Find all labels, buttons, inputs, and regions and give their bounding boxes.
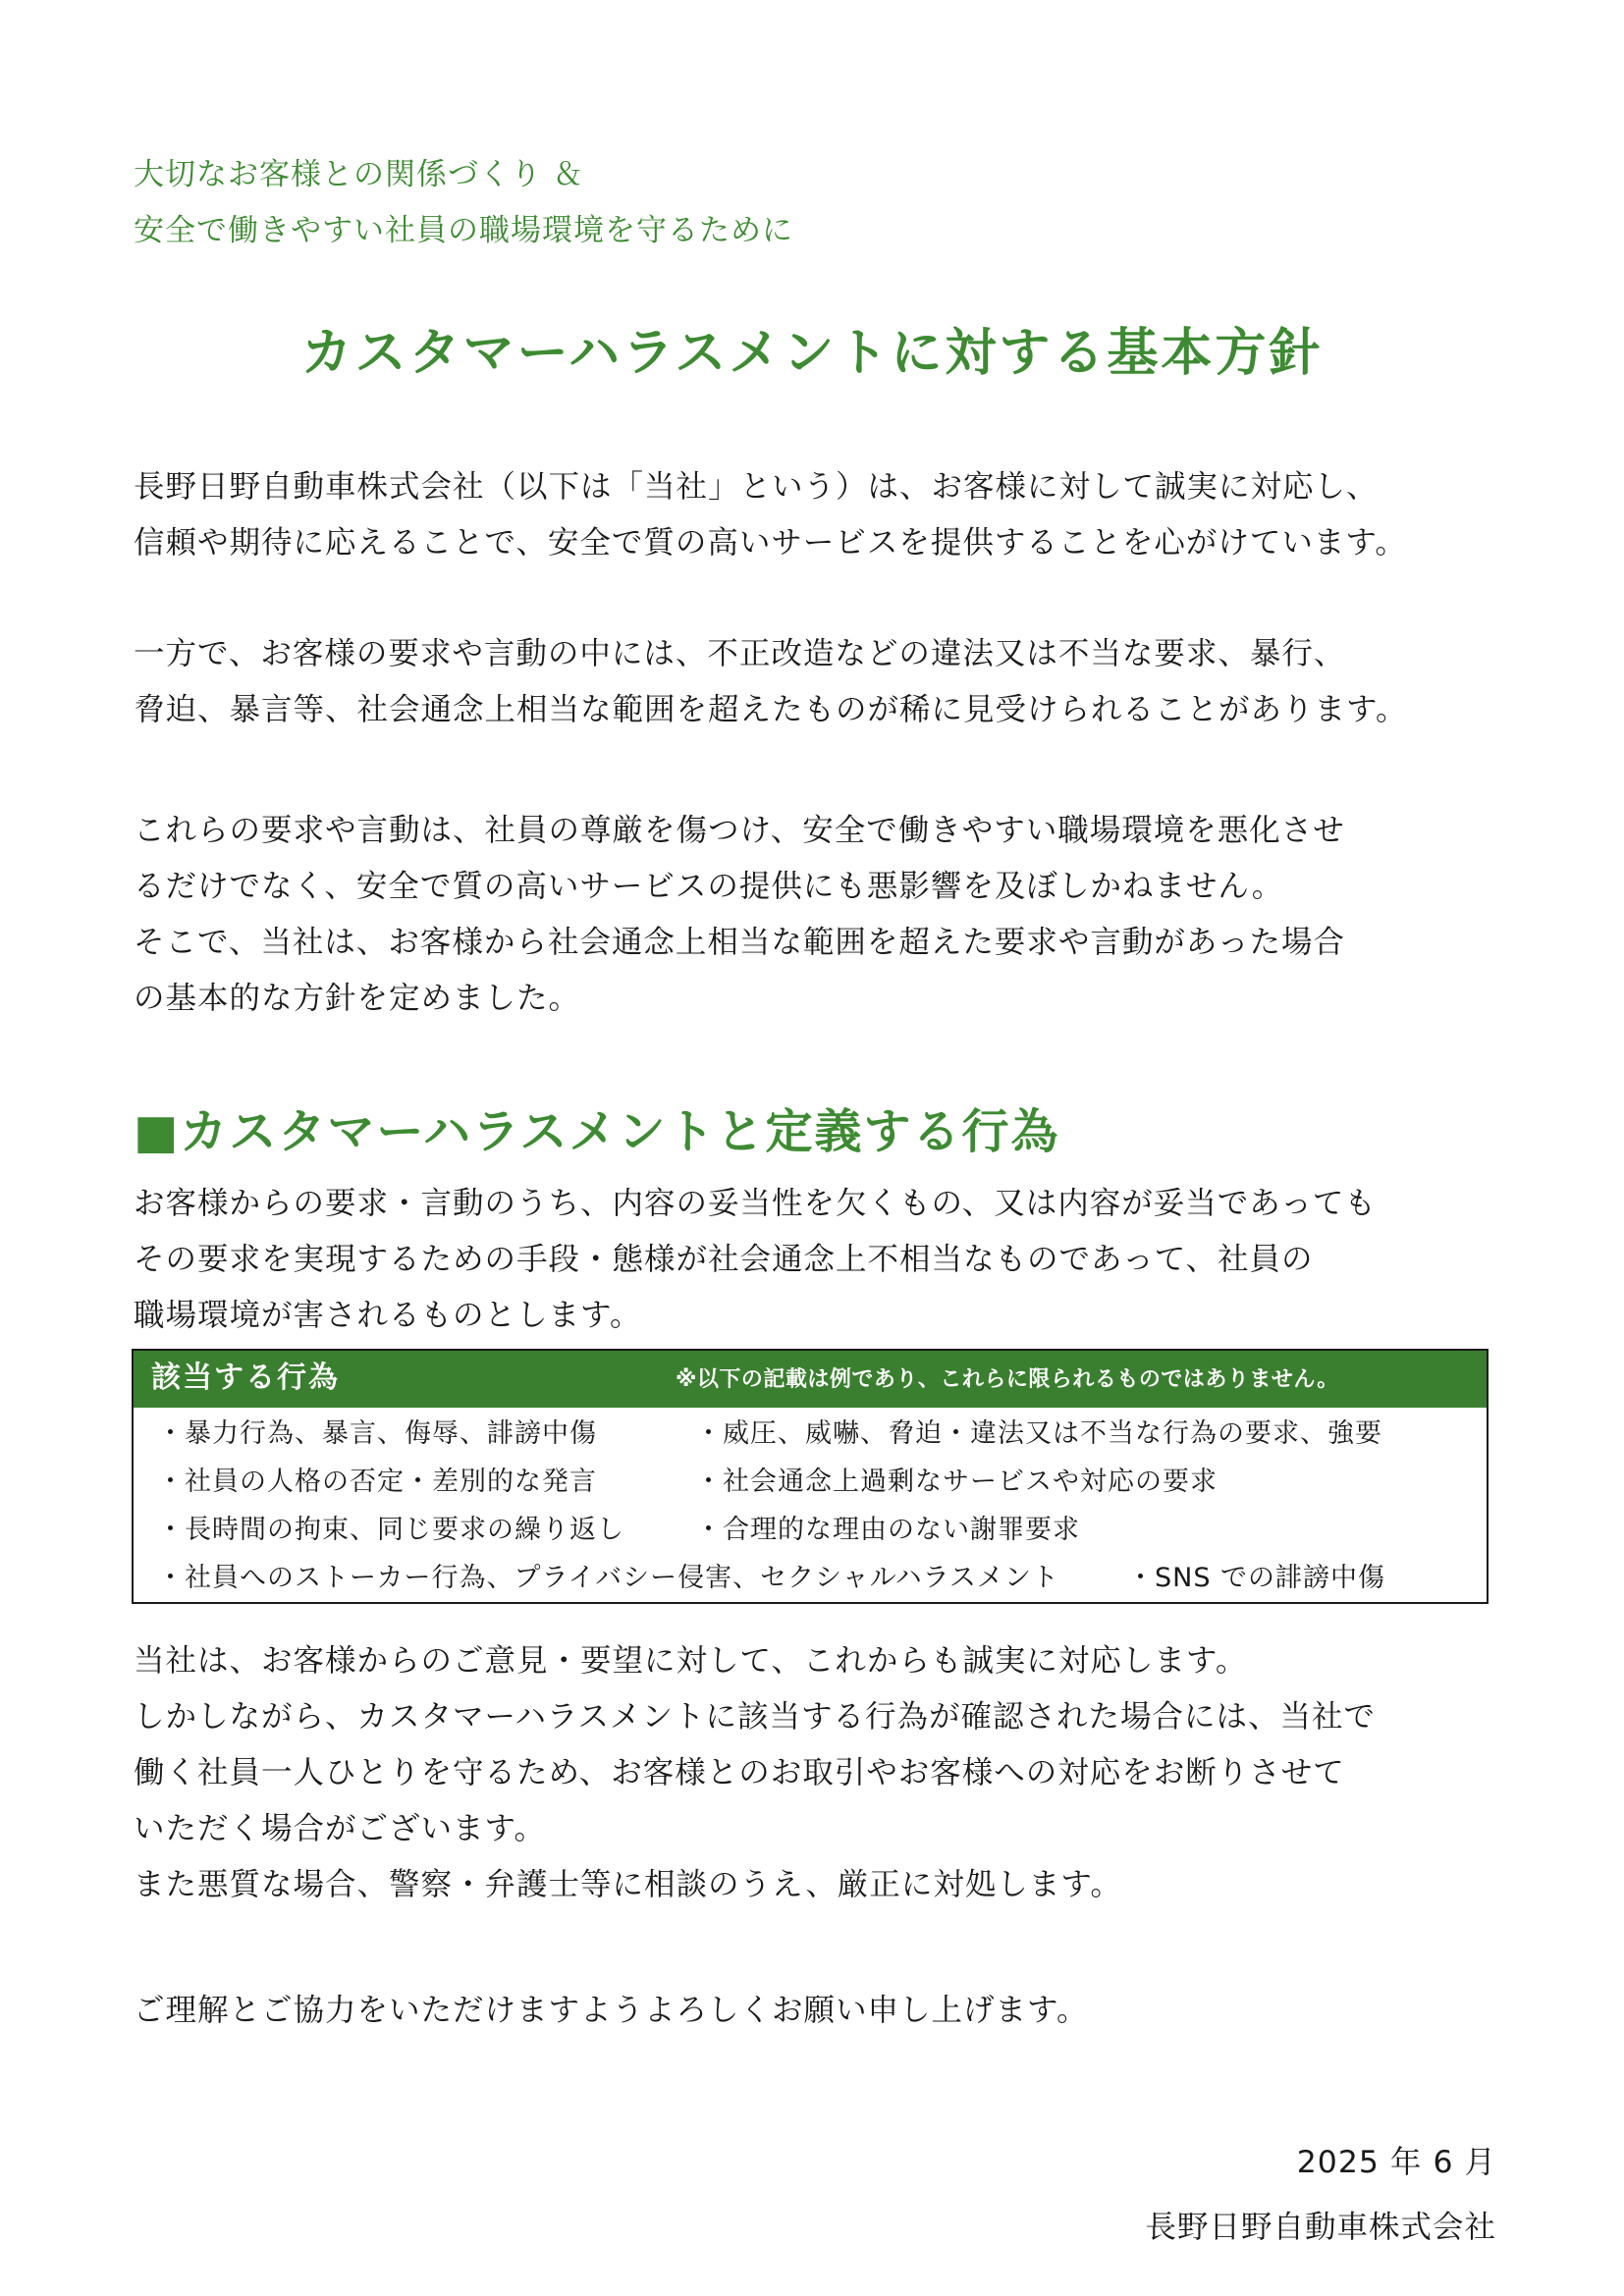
- section-title: ■カスタマーハラスメントと定義する行為: [134, 1104, 1060, 1159]
- company-name: 長野日野自動車株式会社: [1145, 2210, 1496, 2245]
- closing-request: [134, 1983, 1508, 2039]
- text-line: いただく場合がございます。: [134, 1811, 546, 1846]
- intro-paragraph-1: [134, 459, 1508, 571]
- list-item: ・合理的な理由のない謝罪要求: [695, 1515, 1080, 1545]
- text-line: 職場環境が害されるものとします。: [134, 1298, 642, 1333]
- text-line: るだけでなく、安全で質の高いサービスの提供にも悪影響を及ぼしかねません。: [134, 869, 1284, 904]
- list-item: ・SNS での誹謗中傷: [1127, 1563, 1386, 1593]
- text-line: しかしながら、カスタマーハラスメントに該当する行為が確認された場合には、当社で: [134, 1699, 1376, 1735]
- examples-list: [134, 1408, 1487, 1602]
- text-line: 信頼や期待に応えることで、安全で質の高いサービスを提供することを心がけています。: [134, 525, 1407, 561]
- examples-box: [132, 1349, 1489, 1604]
- tagline-line-1: 大切なお客様との関係づくり ＆: [134, 157, 584, 192]
- list-item: ・長時間の拘束、同じ要求の繰り返し: [157, 1515, 624, 1545]
- text-line: 一方で、お客様の要求や言動の中には、不正改造などの違法又は不当な要求、暴行、: [134, 636, 1346, 671]
- text-line: の基本的な方針を定めました。: [134, 981, 581, 1016]
- tagline: [134, 147, 793, 259]
- document-date: 2025 年 6 月: [1296, 2145, 1496, 2180]
- examples-header-label: 該当する行為: [151, 1361, 340, 1395]
- intro-paragraph-2: [134, 626, 1508, 738]
- text-line: ご理解とご協力をいただけますようよろしくお願い申し上げます。: [134, 1993, 1089, 2028]
- page-title: カスタマーハラスメントに対する基本方針: [300, 324, 1324, 383]
- text-line: 当社は、お客様からのご意見・要望に対して、これからも誠実に対応します。: [134, 1643, 1248, 1679]
- list-item: ・社会通念上過剰なサービスや対応の要求: [695, 1467, 1218, 1497]
- text-line: これらの要求や言動は、社員の尊厳を傷つけ、安全で働きやすい職場環境を悪化させ: [134, 813, 1345, 848]
- closing-paragraph: [134, 1633, 1508, 1913]
- text-line: そこで、当社は、お客様から社会通念上相当な範囲を超えた要求や言動があった場合: [134, 925, 1346, 960]
- text-line: 脅迫、暴言等、社会通念上相当な範囲を超えたものが稀に見受けられることがあります。: [134, 692, 1408, 727]
- list-item: ・社員へのストーカー行為、プライバシー侵害、セクシャルハラスメント: [157, 1563, 1059, 1593]
- intro-paragraph-3: [134, 803, 1508, 1027]
- list-item: ・社員の人格の否定・差別的な発言: [157, 1467, 597, 1497]
- section-description: [134, 1176, 1508, 1344]
- text-line: その要求を実現するための手段・態様が社会通念上不相当なものであって、社員の: [134, 1242, 1314, 1277]
- text-line: 働く社員一人ひとりを守るため、お客様とのお取引やお客様への対応をお断りさせて: [134, 1755, 1345, 1790]
- text-line: お客様からの要求・言動のうち、内容の妥当性を欠くもの、又は内容が妥当であっても: [134, 1186, 1377, 1221]
- text-line: また悪質な場合、警察・弁護士等に相談のうえ、厳正に対処します。: [134, 1867, 1122, 1902]
- tagline-line-2: 安全で働きやすい社員の職場環境を守るために: [134, 213, 793, 248]
- list-item: ・威圧、威嚇、脅迫・違法又は不当な行為の要求、強要: [695, 1418, 1382, 1449]
- examples-box-header: [134, 1351, 1487, 1408]
- text-line: 長野日野自動車株式会社（以下は「当社」という）は、お客様に対して誠実に対応し、: [134, 469, 1379, 505]
- examples-header-note: ※以下の記載は例であり、これらに限られるものではありません。: [676, 1367, 1339, 1392]
- list-item: ・暴力行為、暴言、侮辱、誹謗中傷: [157, 1418, 597, 1449]
